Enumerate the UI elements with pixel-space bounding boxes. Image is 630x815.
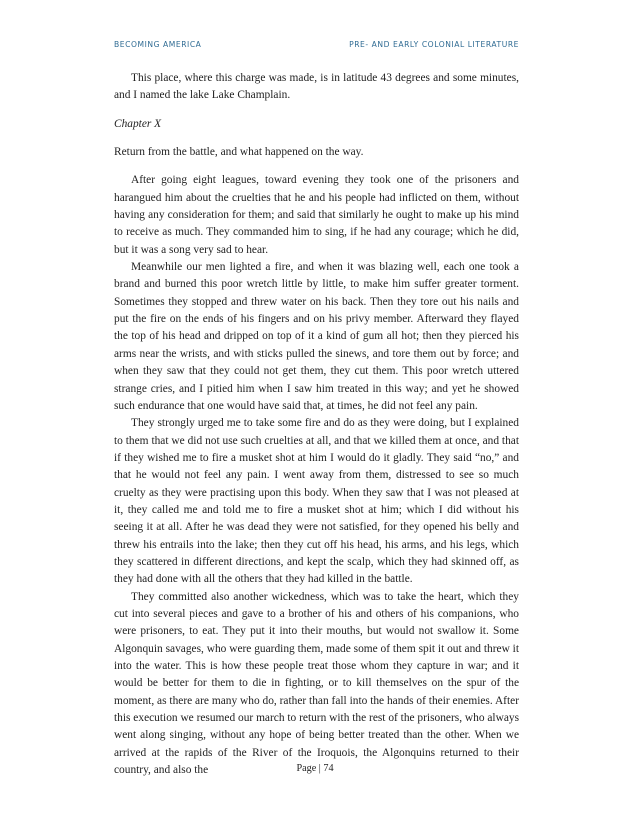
running-header — [114, 40, 519, 49]
intro-paragraph: This place, where this charge was made, is in latitude 43 degrees and some minutes, and I named the lake Lake Champlain. — [114, 72, 519, 102]
body-text — [114, 70, 519, 779]
paragraph-1: After going eight leagues, toward evening they took one of the prisoners and harangued him about the cruelties that he and his people had inflicted on them, without having any consideration for them; and said that similarly he ought to make up his mind to receive as much. They commanded him to sing, if he had any courage; which he did, but it was a song very sad to hear. — [114, 174, 519, 256]
paragraph-4: They committed also another wickedness, which was to take the heart, which they cut into several pieces and gave to a brother of his and others of his companions, who were prisoners, to eat. They put it into their mouths, but would not swallow it. Some Algonquin savages, who were guarding them, made some of them spit it out and threw it into the water. This is how these people treat those whom they capture in war; and it would be better for them to die in fighting, or to kill themselves on the spur of the moment, as there are many who do, rather than fall into the hands of their enemies. After this execution we resumed our march to return with the rest of the prisoners, who always went along singing, without any hope of being better treated than the other. When we arrived at the rapids of the River of the Iroquois, the Algonquins returned to their country, and also the — [114, 590, 519, 777]
paragraph-2: Meanwhile our men lighted a fire, and when it was blazing well, each one took a brand and burned this poor wretch little by little, to make him suffer greater torment. Sometimes they stopped and threw water on his back. Then they tore out his nails and put the fire on the ends of his fingers and on his privy member. Afterward they flayed the top of his head and dripped on top of it a kind of gum all hot; then they pierced his arms near the wrists, and with sticks pulled the sinews, and tore them out by force; and when they saw that they could not get them, they cut them. This poor wretch uttered strange cries, and I pitied him when I saw him treated in this way; and yet he showed such endurance that one would have said that, at times, he did not feel any pain. — [114, 261, 519, 412]
paragraph-3: They strongly urged me to take some fire and do as they were doing, but I explained to them that we did not use such cruelties at all, and that we killed them at once, and that if they wished me to fire a musket shot at him I would do it gladly. They said “no,” and that he would not feel any pain. I went away from them, distressed to see so much cruelty as they were practising upon this body. When they saw that I was not pleased at it, they called me and told me to fire a musket shot at him; which I did without his seeing it at all. After he was dead they were not satisfied, for they opened his belly and threw his entrails into the lake; then they cut off his head, his arms, and his legs, which they scattered in different directions, and kept the scalp, which they had skinned off, as they had done with all the others that they had killed in the battle. — [114, 417, 519, 586]
chapter-heading: Chapter X — [114, 117, 162, 130]
header-book-title: BECOMING AMERICA — [114, 40, 202, 49]
page-number: Page | 74 — [296, 763, 334, 774]
chapter-subtitle: Return from the battle, and what happened on the way. — [114, 146, 364, 159]
header-section-title: PRE- AND EARLY COLONIAL LITERATURE — [349, 40, 519, 49]
